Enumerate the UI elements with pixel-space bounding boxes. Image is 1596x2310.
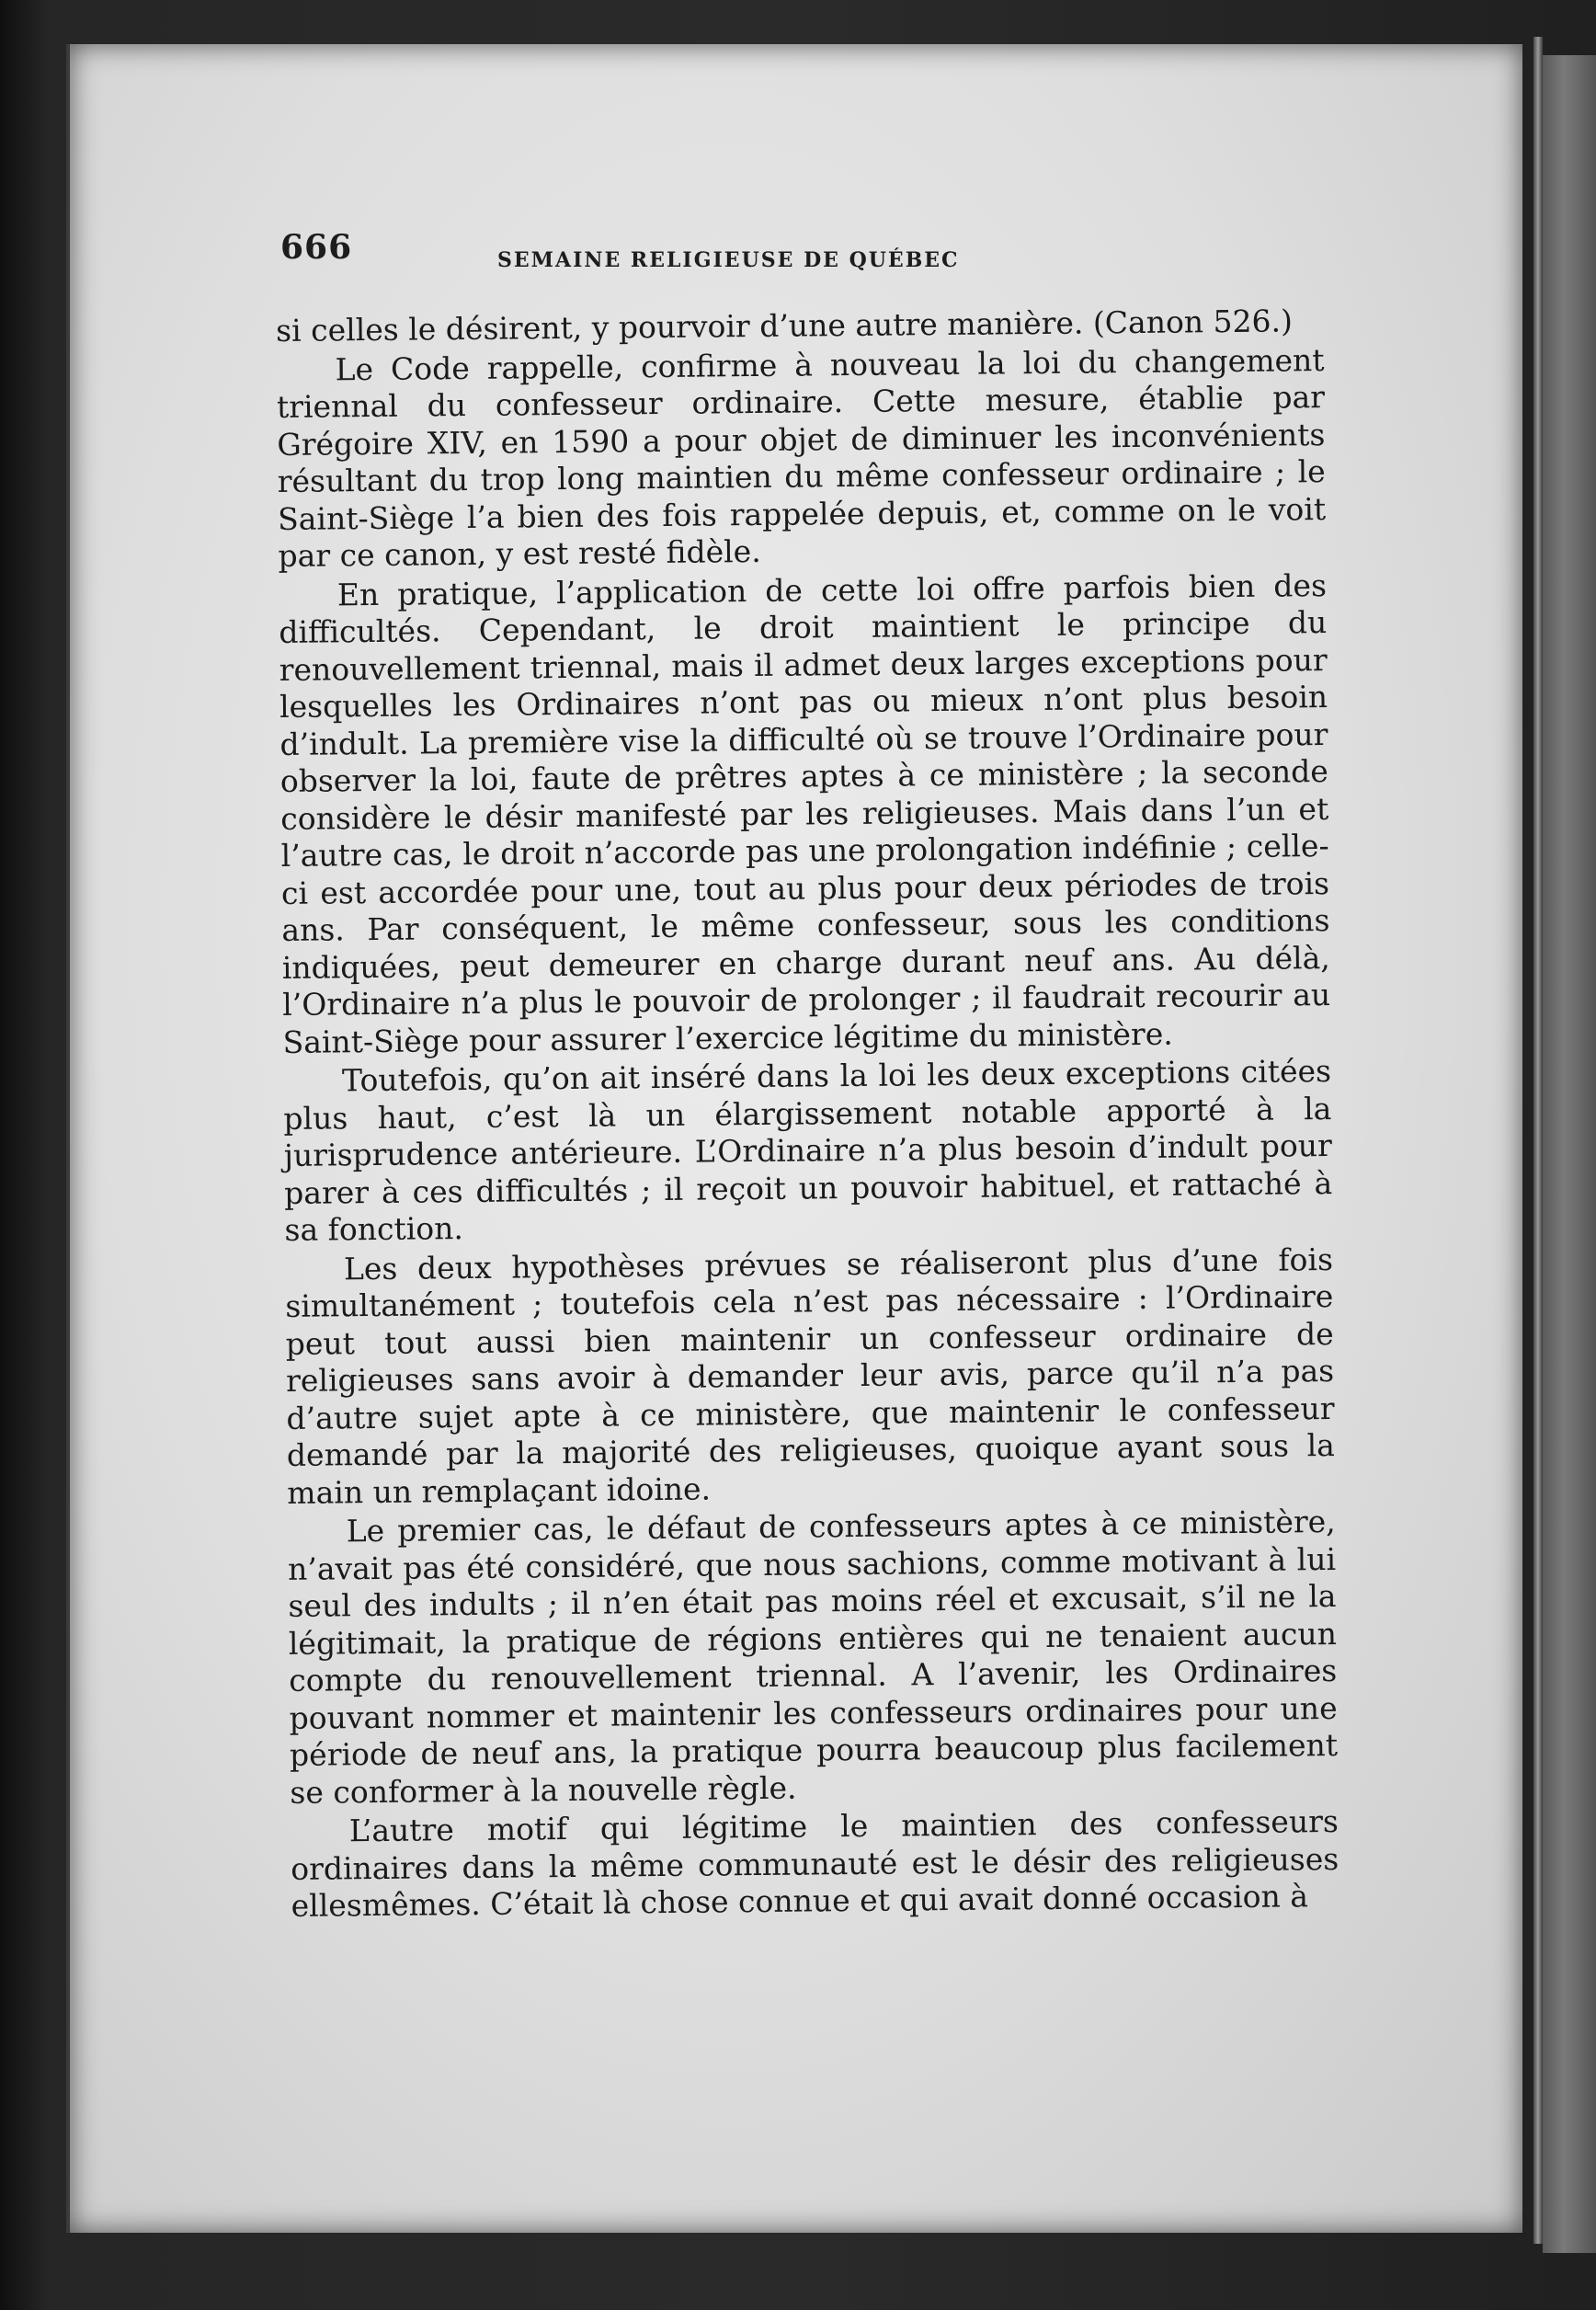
adjacent-page-strip (1543, 55, 1596, 2253)
paragraph: Le Code rappelle, confirme à nouveau la loi du changement triennal du confesseur ordinaire. Cette mesure, établie par Grégoire XIV, en 1590 a pour objet de diminuer les inconvénients résultant du trop long maintien du même confesseur ordinaire ; le Saint-Siège l’a bien des fois rappelée depuis, et, comme on le voit par ce canon, y est resté fidèle. (276, 341, 1327, 574)
journal-title: SEMAINE RELIGIEUSE DE QUÉBEC (497, 248, 960, 272)
paragraph: Les deux hypothèses prévues se réaliseront plus d’une fois simultanément ; toutefois cela n’est pas nécessaire : l’Ordinaire peut tout aussi bien maintenir un confesseur ordinaire de religieuses sans avoir à demander leur avis, parce qu’il n’a pas d’autre sujet apte à ce ministère, que maintenir le confesseur demandé par la majorité des religieuses, quoique ayant sous la main un remplaçant idoine. (285, 1241, 1336, 1511)
paragraph: Le premier cas, le défaut de confesseurs aptes à ce ministère, n’avait pas été considéré, que nous sachions, comme motivant à lui seul des indults ; il n’en était pas moins réel et excusait, s’il ne la légitimait, la pratique de régions entières qui ne tenaient aucun compte du renouvellement triennal. A l’avenir, les Ordinaires pouvant nommer et maintenir les confesseurs ordinaires pour une période de neuf ans, la pratique pourra beaucoup plus facilement se conformer à la nouvelle règle. (287, 1503, 1339, 1811)
paragraph: si celles le désirent, y pourvoir d’une autre manière. (Canon 526.) (276, 303, 1294, 349)
running-header (280, 228, 1319, 283)
paragraph: En pratique, l’application de cette loi offre parfois bien des difficultés. Cependant, le droit maintient le principe du renouvellement triennal, mais il admet deux larges exceptions pour lesquelles les Ordinaires n’ont pas ou mieux n’ont plus besoin d’indult. La première vise la difficulté où se trouve l’Ordinaire pour observer la loi, faute de prêtres aptes à ce ministère ; la seconde considère le désir manifesté par les religieuses. Mais dans l’un et l’autre cas, le droit n’accorde pas une prolongation indéfinie ; celle-ci est accordée pour une, tout au plus pour deux périodes de trois ans. Par conséquent, le même confesseur, sous les conditions indiquées, peut demeurer en charge durant neuf ans. Au délà, l’Ordinaire n’a plus le pouvoir de prolonger ; il faudrait recourir au Saint-Siège pour assurer l’exercice légitime du ministère. (279, 566, 1331, 1060)
page-edge (1533, 37, 1543, 2244)
paragraph: L’autre motif qui légitime le maintien des confesseurs ordinaires dans la même communauté est le désir des religieuses ellesmêmes. C’était là chose connue et qui avait donné occasion à (291, 1802, 1340, 1924)
page-number: 666 (280, 228, 353, 267)
paragraph: Toutefois, qu’on ait inséré dans la loi les deux exceptions citées plus haut, c’est là un élargissement notable apporté à la jurisprudence antérieure. L’Ordinaire n’a plus besoin d’indult pour parer à ces difficultés ; il reçoit un pouvoir habituel, et rattaché à sa fonction. (283, 1053, 1333, 1248)
article-body (276, 303, 1340, 1927)
